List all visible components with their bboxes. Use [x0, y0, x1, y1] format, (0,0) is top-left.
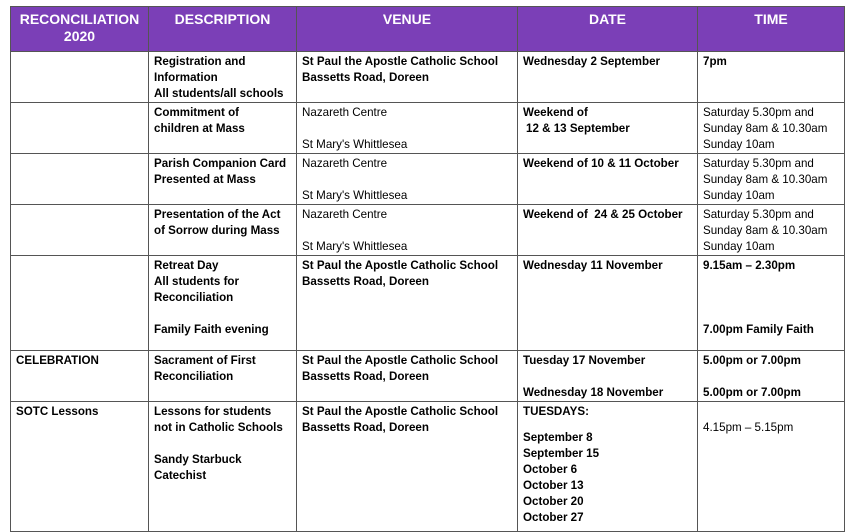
venue-line: St Paul the Apostle Catholic School	[302, 354, 499, 367]
date-line: TUESDAYS:	[523, 405, 589, 418]
venue-line: St Paul the Apostle Catholic School	[302, 259, 499, 272]
header-date: DATE	[518, 7, 698, 52]
description-line: All students/all schools	[154, 87, 284, 100]
row-label: SOTC Lessons	[11, 402, 149, 532]
description-cell	[149, 154, 297, 205]
date-line: Wednesday 18 November	[523, 386, 664, 399]
row-label	[11, 103, 149, 154]
header-description: DESCRIPTION	[149, 7, 297, 52]
description-line: of Sorrow during Mass	[154, 224, 280, 237]
table-row	[11, 154, 845, 205]
time-cell	[698, 256, 845, 351]
header-row	[11, 7, 845, 52]
row-label	[11, 52, 149, 103]
date-line: October 20	[523, 495, 584, 508]
description-line: Reconciliation	[154, 291, 234, 304]
date-cell	[518, 52, 698, 103]
time-line: 9.15am – 2.30pm	[703, 259, 796, 272]
description-line: Parish Companion Card	[154, 157, 287, 170]
time-line: Sunday 8am & 10.30am	[703, 224, 828, 237]
venue-line: St Mary's Whittlesea	[302, 138, 408, 151]
description-line: not in Catholic Schools	[154, 421, 283, 434]
time-cell	[698, 154, 845, 205]
time-line: Sunday 8am & 10.30am	[703, 173, 828, 186]
time-line: Saturday 5.30pm and	[703, 106, 814, 119]
date-line: Wednesday 11 November	[523, 259, 663, 272]
venue-line: Nazareth Centre	[302, 208, 388, 221]
venue-line: Nazareth Centre	[302, 157, 388, 170]
table-row	[11, 351, 845, 402]
row-label	[11, 205, 149, 256]
date-cell	[518, 351, 698, 402]
table-row	[11, 402, 845, 532]
description-line: children at Mass	[154, 122, 245, 135]
venue-line: Bassetts Road, Doreen	[302, 275, 429, 288]
venue-cell	[297, 103, 518, 154]
header-time: TIME	[698, 7, 845, 52]
venue-line: St Paul the Apostle Catholic School	[302, 405, 499, 418]
date-cell	[518, 205, 698, 256]
date-cell	[518, 154, 698, 205]
description-line: Reconciliation	[154, 370, 234, 383]
description-cell	[149, 351, 297, 402]
description-line: Registration and	[154, 55, 246, 68]
reconciliation-schedule-table	[10, 6, 845, 532]
date-line: October 13	[523, 479, 584, 492]
header-reconciliation-label: RECONCILIATION	[19, 11, 140, 27]
venue-cell	[297, 205, 518, 256]
venue-cell	[297, 351, 518, 402]
date-line: Weekend of	[523, 106, 588, 119]
description-line: Retreat Day	[154, 259, 219, 272]
date-cell	[518, 402, 698, 532]
date-line: October 27	[523, 511, 584, 524]
time-line: Sunday 8am & 10.30am	[703, 122, 828, 135]
row-label	[11, 256, 149, 351]
date-line: Wednesday 2 September	[523, 55, 661, 68]
time-line: Saturday 5.30pm and	[703, 208, 814, 221]
table-row	[11, 256, 845, 351]
table-row	[11, 103, 845, 154]
date-line: September 8	[523, 431, 593, 444]
description-line: Presentation of the Act	[154, 208, 281, 221]
venue-cell	[297, 154, 518, 205]
time-cell	[698, 52, 845, 103]
venue-line: Bassetts Road, Doreen	[302, 370, 429, 383]
header-venue: VENUE	[297, 7, 518, 52]
time-cell	[698, 351, 845, 402]
time-line: 5.00pm or 7.00pm	[703, 386, 801, 399]
description-cell	[149, 402, 297, 532]
description-line: Presented at Mass	[154, 173, 256, 186]
description-line: All students for	[154, 275, 240, 288]
date-line: Weekend of 24 & 25 October	[523, 208, 683, 221]
time-line: 7pm	[703, 55, 727, 68]
time-cell	[698, 402, 845, 532]
description-cell	[149, 103, 297, 154]
header-reconciliation	[11, 7, 149, 52]
venue-cell	[297, 52, 518, 103]
venue-cell	[297, 256, 518, 351]
table-row	[11, 52, 845, 103]
venue-line: St Mary's Whittlesea	[302, 240, 408, 253]
time-line: Sunday 10am	[703, 138, 775, 151]
description-cell	[149, 205, 297, 256]
time-line: 7.00pm Family Faith	[703, 323, 814, 336]
date-cell	[518, 256, 698, 351]
date-cell	[518, 103, 698, 154]
time-cell	[698, 103, 845, 154]
description-line: Sacrament of First	[154, 354, 256, 367]
time-line: 5.00pm or 7.00pm	[703, 354, 801, 367]
time-line: Saturday 5.30pm and	[703, 157, 814, 170]
row-label: CELEBRATION	[11, 351, 149, 402]
description-cell	[149, 256, 297, 351]
description-line: Catechist	[154, 469, 207, 482]
venue-line: St Mary's Whittlesea	[302, 189, 408, 202]
date-line: September 15	[523, 447, 600, 460]
venue-line: St Paul the Apostle Catholic School	[302, 55, 499, 68]
date-line: October 6	[523, 463, 578, 476]
venue-line: Bassetts Road, Doreen	[302, 421, 429, 434]
date-line: 12 & 13 September	[526, 122, 630, 135]
header-year: 2020	[63, 28, 96, 44]
date-line: Tuesday 17 November	[523, 354, 646, 367]
time-cell	[698, 205, 845, 256]
venue-cell	[297, 402, 518, 532]
venue-line: Bassetts Road, Doreen	[302, 71, 429, 84]
description-line: Lessons for students	[154, 405, 272, 418]
table-row	[11, 205, 845, 256]
description-cell	[149, 52, 297, 103]
time-line: Sunday 10am	[703, 240, 775, 253]
time-line: Sunday 10am	[703, 189, 775, 202]
description-line: Sandy Starbuck	[154, 453, 242, 466]
time-line: 4.15pm – 5.15pm	[703, 421, 794, 434]
row-label	[11, 154, 149, 205]
description-line: Commitment of	[154, 106, 240, 119]
description-line: Family Faith evening	[154, 323, 269, 336]
date-line: Weekend of 10 & 11 October	[523, 157, 679, 170]
description-line: Information	[154, 71, 218, 84]
venue-line: Nazareth Centre	[302, 106, 388, 119]
